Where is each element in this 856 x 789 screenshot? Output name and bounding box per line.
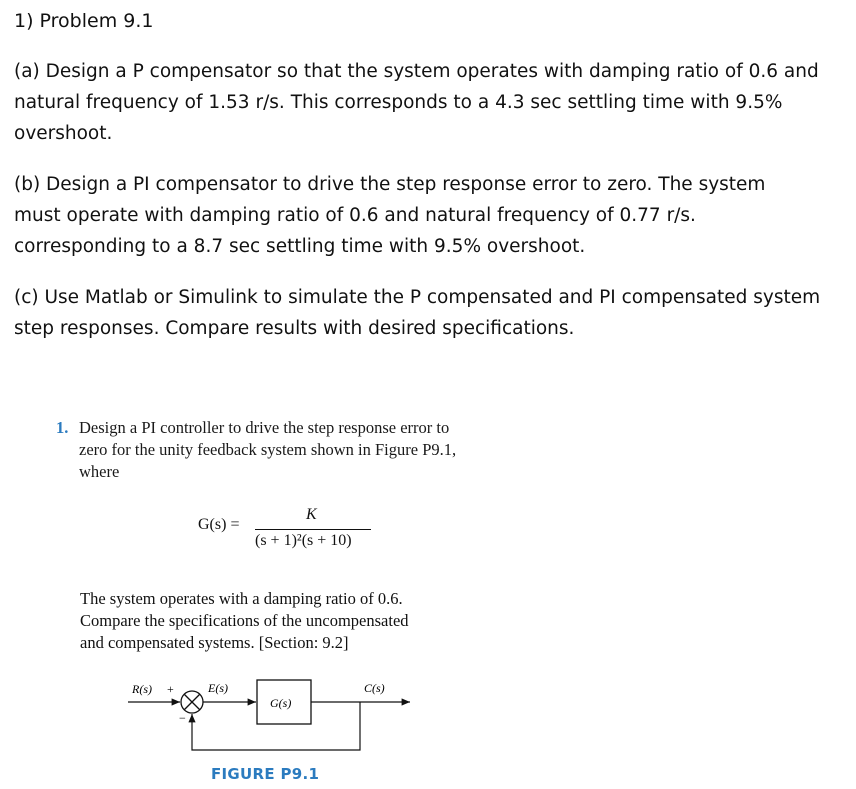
system-description (80, 588, 409, 654)
part-c-line-1: (c) Use Matlab or Simulink to simulate the P compensated and PI compensated system (14, 287, 821, 308)
part-a-line-1: (a) Design a P compensator so that the system operates with damping ratio of 0.6 and (14, 61, 819, 82)
output-label: C(s) (364, 681, 385, 695)
formula-numerator: K (306, 506, 317, 523)
textbook-line-3: where (79, 462, 120, 481)
minus-sign: − (179, 711, 186, 725)
system-line-3: and compensated systems. [Section: 9.2] (80, 633, 349, 652)
textbook-line-2: zero for the unity feedback system shown in Figure P9.1, (79, 440, 457, 459)
part-b-line-3: corresponding to a 8.7 sec settling time with 9.5% overshoot. (14, 236, 586, 257)
summing-junction-icon (181, 691, 203, 713)
part-c-line-2: step responses. Compare results with desired specifications. (14, 318, 575, 339)
error-label: E(s) (208, 681, 228, 695)
part-b-line-2: must operate with damping ratio of 0.6 and natural frequency of 0.77 r/s. (14, 205, 696, 226)
system-line-2: Compare the specifications of the uncompensated (80, 611, 409, 630)
fraction-bar (255, 529, 371, 530)
part-c (14, 282, 820, 344)
plus-sign: + (167, 682, 174, 696)
figure-caption: FIGURE P9.1 (211, 765, 320, 783)
input-label: R(s) (132, 682, 152, 696)
part-a (14, 56, 819, 149)
textbook-line-1: Design a PI controller to drive the step response error to (79, 418, 450, 437)
system-line-1: The system operates with a damping ratio of 0.6. (80, 589, 403, 608)
part-a-line-3: overshoot. (14, 123, 113, 144)
block-label: G(s) (270, 696, 292, 710)
part-a-line-2: natural frequency of 1.53 r/s. This corresponds to a 4.3 sec settling time with 9.5% (14, 92, 783, 113)
part-b-line-1: (b) Design a PI compensator to drive the step response error to zero. The system (14, 174, 766, 195)
problem-title: 1) Problem 9.1 (14, 10, 154, 32)
part-b (14, 169, 765, 262)
block-diagram (120, 678, 420, 764)
formula-denominator: (s + 1)²(s + 10) (255, 532, 352, 549)
problem-number: 1. (56, 418, 69, 437)
formula-lhs: G(s) = (198, 516, 240, 533)
